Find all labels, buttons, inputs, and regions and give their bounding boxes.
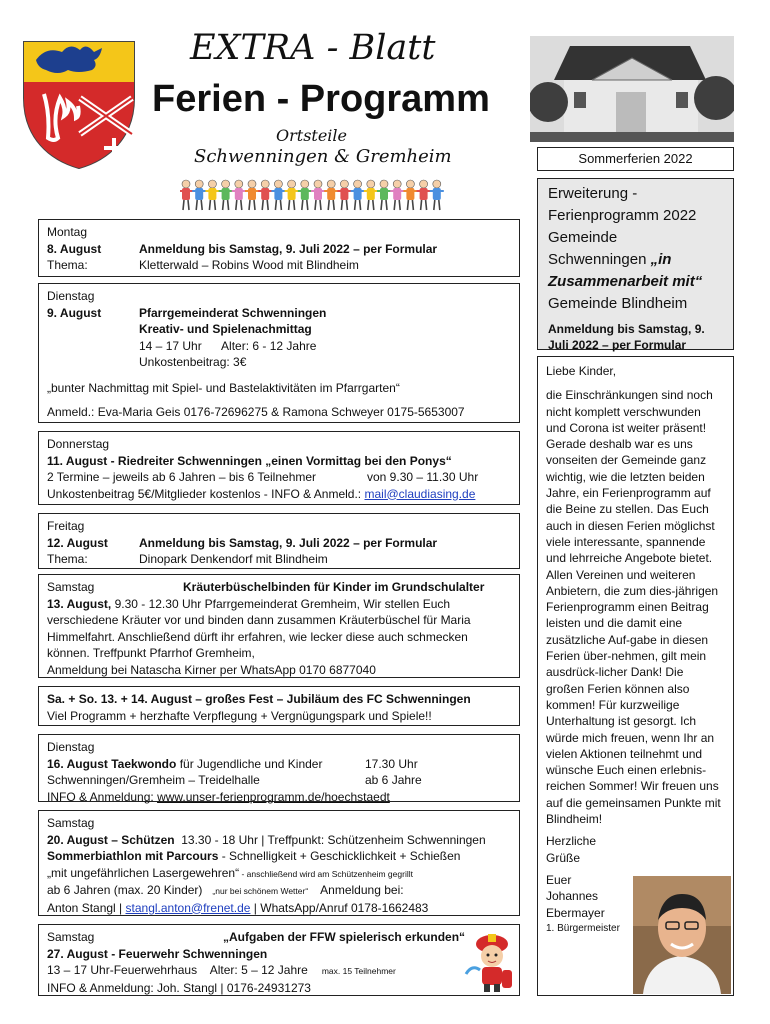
subtitle-villages: Schwenningen & Gremheim bbox=[194, 146, 452, 167]
email-link[interactable]: mail@claudiasing.de bbox=[364, 486, 476, 501]
event-date: 16. August Taekwondo bbox=[47, 756, 177, 771]
event-montag-8-august bbox=[38, 219, 520, 277]
event-time: von 9.30 – 11.30 Uhr bbox=[367, 470, 479, 484]
subtitle-ortsteile: Ortsteile bbox=[276, 126, 348, 145]
coat-of-arms bbox=[20, 38, 138, 170]
event-date: 12. August bbox=[47, 535, 108, 550]
event-thema-label: Thema: bbox=[47, 258, 88, 272]
event-registration: Anmeld.: Eva-Maria Geis 0176-72696275 & Ramona Schweyer 0175-5653007 bbox=[47, 405, 465, 419]
mayor-portrait-photo bbox=[633, 876, 731, 994]
event-title: Sa. + So. 13. + 14. August – großes Fest – Jubiläum des FC Schwenningen bbox=[47, 692, 471, 706]
event-samstag-27-august bbox=[38, 924, 520, 996]
event-thema: Dinopark Denkendorf mit Blindheim bbox=[139, 552, 328, 566]
event-line: 2 Termine – jeweils ab 6 Jahren – bis 6 Teilnehmer bbox=[47, 470, 317, 484]
highlight-line: Gemeinde Blindheim bbox=[548, 295, 688, 312]
letter-signature: Euer bbox=[546, 872, 572, 887]
event-day: Samstag bbox=[47, 580, 95, 594]
event-line: Unkostenbeitrag 5€/Mitglieder kostenlos - INFO & Anmeld.: bbox=[47, 486, 365, 501]
children-chain-illustration bbox=[180, 176, 450, 216]
event-dienstag-16-august bbox=[38, 734, 520, 802]
event-fc-jubilaeum bbox=[38, 686, 520, 726]
event-title: 11. August - Riedreiter Schwenningen „einen Vormittag bei den Ponys“ bbox=[47, 453, 452, 468]
event-samstag-20-august bbox=[38, 810, 520, 916]
event-line: Anton Stangl | bbox=[47, 900, 126, 915]
event-registration: Anmeldung bei Natascha Kirner per WhatsApp 0170 6877040 bbox=[47, 662, 376, 677]
event-title: „Aufgaben der FFW spielerisch erkunden“ bbox=[223, 930, 466, 944]
event-line: Kreativ- und Spielenachmittag bbox=[139, 322, 312, 336]
event-samstag-13-august bbox=[38, 574, 520, 678]
event-date: 9. August bbox=[47, 305, 102, 320]
event-description: 9.30 - 12.30 Uhr Pfarrgemeinderat Gremheim, Wir stellen Euch verschiedene Kräuter vor und binden dann zusammen Kräuterbüschel für Maria Himmelfahrt. Anschließend dürft ihr erfahren, wie lecker diese auch schmecken können. Treffpunkt Pfarrhof Gremheim, bbox=[47, 596, 471, 660]
event-day: Freitag bbox=[47, 519, 85, 533]
event-age: ab 6 Jahre bbox=[365, 773, 422, 787]
event-line: Anmeldung bei: bbox=[320, 883, 404, 897]
event-date: 13. August, bbox=[47, 596, 112, 611]
event-info: INFO & Anmeldung: Joh. Stangl | 0176-24931273 bbox=[47, 980, 311, 995]
event-thema-label: Thema: bbox=[47, 552, 88, 566]
highlight-italic: „in Zusammenarbeit mit“ bbox=[548, 251, 703, 290]
event-dienstag-9-august bbox=[38, 283, 520, 423]
event-info: INFO & Anmeldung: bbox=[47, 789, 158, 804]
info-highlight-box bbox=[537, 178, 734, 350]
event-line: für Jugendliche und Kinder bbox=[176, 756, 323, 771]
event-day: Donnerstag bbox=[47, 437, 110, 451]
highlight-line: Schwenningen bbox=[548, 251, 651, 268]
photo-caption: Sommerferien 2022 bbox=[537, 147, 734, 171]
event-day: Montag bbox=[47, 225, 88, 239]
letter-signature: Johannes bbox=[546, 889, 599, 904]
highlight-line: Ferienprogramm 2022 bbox=[548, 207, 697, 224]
event-line: Pfarrgemeinderat Schwenningen bbox=[139, 305, 327, 320]
event-day: Samstag bbox=[47, 816, 95, 830]
event-day: Samstag bbox=[47, 930, 95, 944]
event-line: Unkostenbeitrag: 3€ bbox=[139, 355, 247, 369]
email-link[interactable]: stangl.anton@frenet.de bbox=[125, 900, 251, 915]
letter-closing: Herzliche bbox=[546, 834, 597, 849]
event-date: 20. August – Schützen bbox=[47, 832, 175, 847]
event-registration: Anmeldung bis Samstag, 9. Juli 2022 – per Formular bbox=[139, 241, 438, 256]
event-line: ab 6 Jahren (max. 20 Kinder) bbox=[47, 883, 203, 897]
title-main: Ferien - Programm bbox=[152, 78, 490, 120]
event-note: - anschließend wird am Schützenheim gegrillt bbox=[239, 868, 413, 879]
event-description: Viel Programm + herzhafte Verpflegung + Vergnügungspark und Spiele!! bbox=[47, 708, 432, 723]
event-line: 13.30 - 18 Uhr | Treffpunkt: Schützenheim Schwenningen bbox=[174, 832, 486, 847]
highlight-line: Erweiterung - bbox=[548, 185, 638, 202]
event-time: 17.30 Uhr bbox=[365, 756, 418, 771]
event-date: 8. August bbox=[47, 241, 102, 256]
event-registration: Anmeldung bis Samstag, 9. Juli 2022 – per Formular bbox=[139, 535, 438, 550]
event-day: Dienstag bbox=[47, 289, 95, 303]
letter-signature: Ebermayer bbox=[546, 905, 605, 920]
event-line: 13 – 17 Uhr-Feuerwehrhaus Alter: 5 – 12 Jahre bbox=[47, 963, 308, 977]
firefighter-kid-illustration bbox=[462, 926, 520, 994]
event-title: Sommerbiathlon mit Parcours bbox=[47, 849, 219, 863]
event-line: Schwenningen/Gremheim – Treidelhalle bbox=[47, 773, 260, 787]
highlight-line: Gemeinde bbox=[548, 229, 618, 246]
event-title: Kräuterbüschelbinden für Kinder im Grundschulalter bbox=[183, 580, 485, 594]
event-freitag-12-august bbox=[38, 513, 520, 569]
title-extra: EXTRA - Blatt bbox=[190, 28, 436, 68]
event-line: | WhatsApp/Anruf 0178-1662483 bbox=[250, 900, 429, 915]
letter-greeting: Liebe Kinder, bbox=[546, 364, 617, 378]
event-note: „nur bei schönem Wetter“ bbox=[212, 886, 309, 896]
website-link[interactable]: www.unser-ferienprogramm.de/hoechstaedt bbox=[157, 789, 390, 804]
letter-closing: Grüße bbox=[546, 850, 581, 865]
event-donnerstag-11-august bbox=[38, 431, 520, 505]
town-hall-photo bbox=[530, 36, 734, 142]
event-line: „mit ungefährlichen Lasergewehren“ bbox=[47, 865, 240, 880]
event-quote: „bunter Nachmittag mit Spiel- und Bastelaktivitäten im Pfarrgarten“ bbox=[47, 380, 400, 395]
event-note: max. 15 Teilnehmer bbox=[321, 966, 396, 976]
event-line: - Schnelligkeit + Geschicklichkeit + Schießen bbox=[218, 849, 461, 863]
event-date: 27. August - Feuerwehr Schwenningen bbox=[47, 946, 268, 961]
letter-body: die Einschränkungen sind noch nicht komplett verschwunden und Corona ist weiter präsent! Gerade deshalb war es uns vonseiten der Gemeinde ganz wichtig, wie die letzten beiden Jahre, ein Ferienprogramm auf die Beine zu stellen. Das Euch auch in diesen Ferien möglichst viele interessante, spannende und lehrreiche Angebote bietet. Allen Vereinen und weiteren Anbietern, die zum dies-jährigen Ferienprogramm einen Beitrag leisten und die damit eine zusätzliche Auf-gabe in diesen Ferien über-nehmen, gilt mein ausdrück-licher Dank! Die großen Ferien können also kommen! Für kurzweilige Unterhaltung ist gesorgt. Ich würde mich freuen, wenn Ihr an vielen Aktionen teilnehmt und wünsche Euch einen erlebnis-reichen Sommer! Wir freuen uns auf die gemeinsamen Punkte mit Blindheim! bbox=[546, 388, 721, 827]
letter-role: 1. Bürgermeister bbox=[546, 922, 620, 934]
registration-deadline: Anmeldung bis Samstag, 9. Juli 2022 – per Formular bbox=[548, 322, 705, 352]
event-line: 14 – 17 Uhr Alter: 6 - 12 Jahre bbox=[139, 338, 317, 353]
event-day: Dienstag bbox=[47, 740, 95, 754]
event-thema: Kletterwald – Robins Wood mit Blindheim bbox=[139, 258, 359, 272]
